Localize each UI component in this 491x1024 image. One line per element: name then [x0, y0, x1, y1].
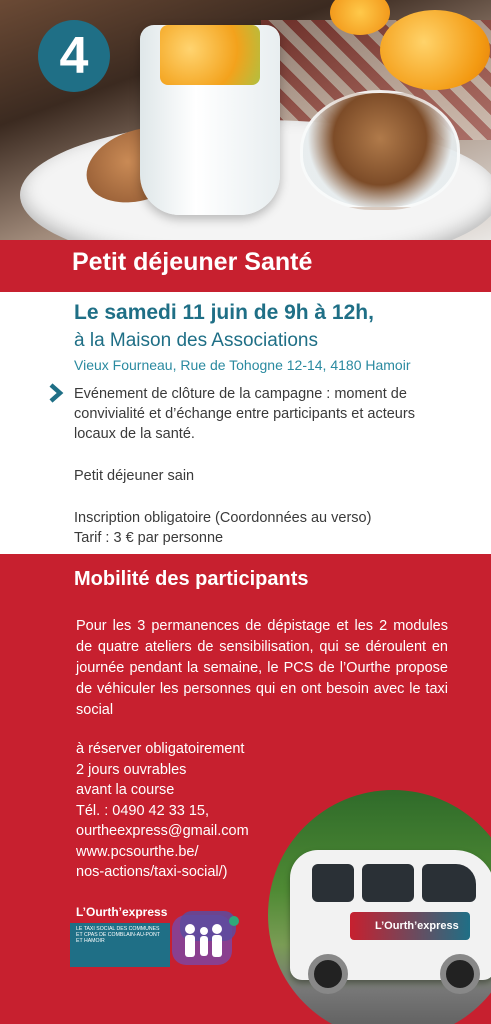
step-number-badge: 4 [38, 20, 110, 92]
email-address: ourtheexpress@gmail.com [76, 823, 249, 839]
event-description-line: convivialité et d’échange entre participants et acteurs [74, 406, 415, 422]
reservation-info [76, 739, 249, 883]
title-bar [0, 240, 491, 292]
page-title: Petit déjeuner Santé [72, 248, 313, 276]
nut-bowl [300, 90, 460, 210]
van-wheel [308, 954, 348, 994]
van-window [312, 864, 354, 902]
mobility-heading: Mobilité des participants [74, 568, 309, 590]
event-description-line: locaux de la santé. [74, 426, 195, 442]
fruit-topping [160, 25, 260, 85]
website-url: www.pcsourthe.be/ [76, 843, 199, 860]
event-address: Vieux Fourneau, Rue de Tohogne 12-14, 4180 Hamoir [74, 357, 411, 373]
reservation-line: avant la course [76, 782, 175, 798]
logo-tagline: LE TAXI SOCIAL DES COMMUNES ET CPAS DE COMBLAIN-AU-PONT ET HAMOIR [76, 926, 160, 944]
price-note: Tarif : 3 € par personne [74, 530, 224, 546]
phone-number: Tél. : 0490 42 33 15, [76, 802, 210, 819]
registration-note: Inscription obligatoire (Coordonnées au verso) [74, 510, 372, 526]
hero-photo [0, 0, 491, 240]
ourthexpress-logo [70, 905, 250, 975]
event-date: Le samedi 11 juin de 9h à 12h, [74, 301, 374, 324]
mobility-body: Pour les 3 permanences de dépistage et les 2 modules de quatre ateliers de sensibilisation, qui se déroulent en journée pendant la semaine, le PCS de l’Ourthe propose de véhiculer les personnes qui en ont besoin avec le taxi social [76, 618, 448, 718]
van-window [422, 864, 476, 902]
chevron-right-icon [46, 383, 66, 403]
event-description-line: Evénement de clôture de la campagne : moment de [74, 386, 407, 402]
van-wheel [440, 954, 480, 994]
van-brand: L’Ourth’express [375, 920, 459, 932]
breakfast-note: Petit déjeuner sain [74, 468, 195, 484]
reservation-line: 2 jours ouvrables [76, 761, 187, 778]
taxi-van [290, 850, 491, 980]
van-window [362, 864, 414, 902]
event-venue: à la Maison des Associations [74, 330, 318, 351]
reservation-line: à réserver obligatoirement [76, 741, 245, 757]
orange-slice [380, 10, 490, 90]
website-url-path: nos-actions/taxi-social/) [76, 864, 228, 880]
people-figures-icon [170, 909, 240, 969]
logo-name: L’Ourth’express [76, 905, 168, 919]
